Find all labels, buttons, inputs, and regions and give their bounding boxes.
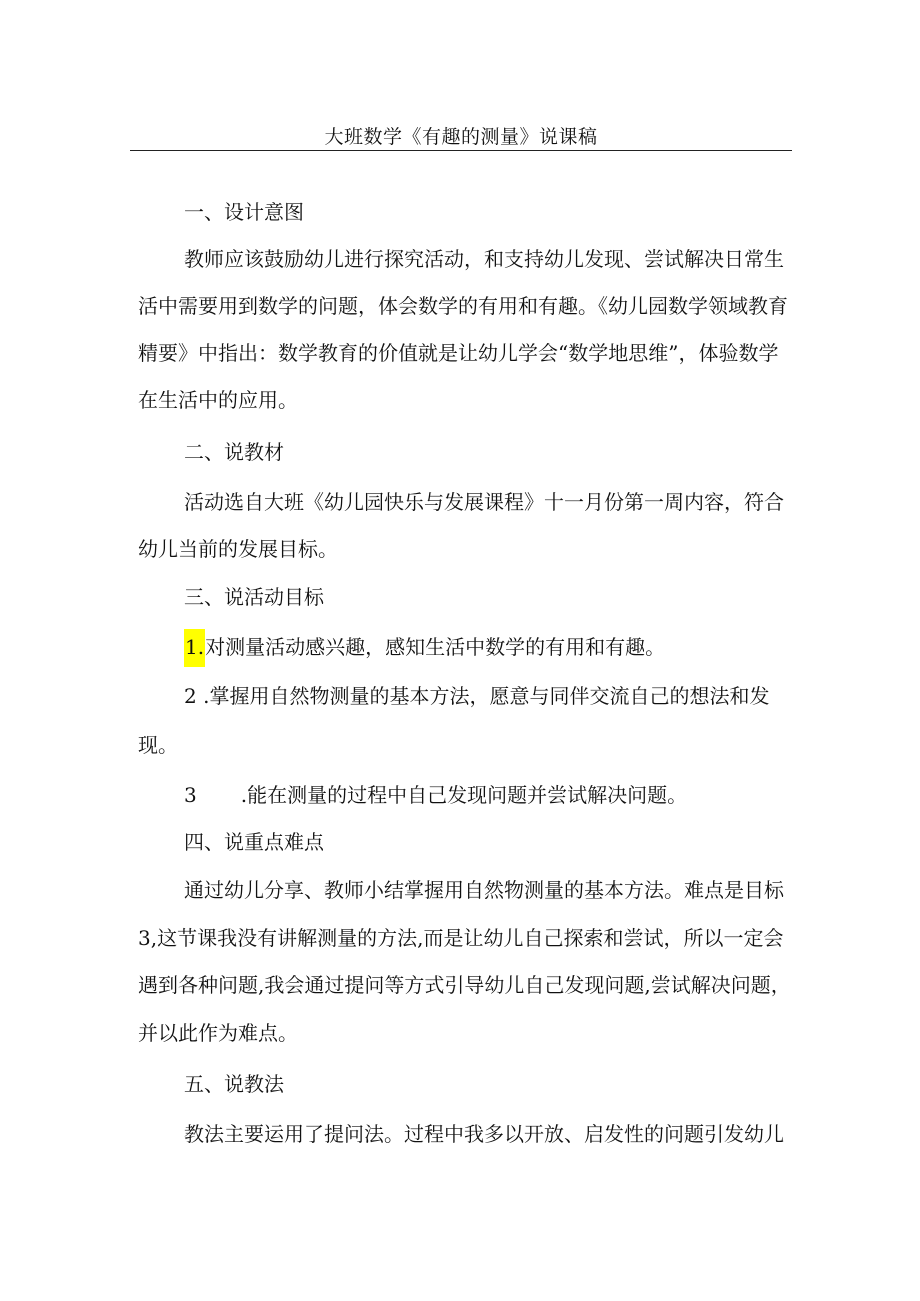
paragraph-line: 现。 (138, 733, 178, 757)
heading-key-difficult-points: 四、说重点难点 (184, 830, 324, 854)
paragraph-line: 活中需要用到数学的问题，体会数学的有用和有趣。《幼儿园数学领域教育 (138, 294, 788, 318)
heading-activity-goals: 三、说活动目标 (184, 585, 324, 609)
goal-item-3-number: 3 (184, 783, 197, 807)
goal-item-3-text: .能在测量的过程中自己发现问题并尝试解决问题。 (240, 783, 688, 807)
paragraph-line: 通过幼儿分享、教师小结掌握用自然物测量的基本方法。难点是目标 (184, 878, 784, 902)
paragraph-line: 精要》中指出：数学教育的价值就是让幼儿学会“数学地思维”，体验数学 (138, 341, 779, 365)
paragraph-line: 教师应该鼓励幼儿进行探究活动，和支持幼儿发现、尝试解决日常生 (184, 247, 784, 271)
page-title: 大班数学《有趣的测量》说课稿 (324, 126, 598, 148)
goal-item-1 (0, 632, 920, 662)
paragraph-line: 遇到各种问题,我会通过提问等方式引导幼儿自己发现问题,尝试解决问题， (138, 973, 791, 997)
goal-item-1-text: 对测量活动感兴趣，感知生活中数学的有用和有趣。 (205, 635, 666, 659)
heading-teaching-material: 二、说教材 (184, 440, 284, 464)
heading-teaching-method: 五、说教法 (184, 1072, 284, 1096)
goal-item-2: 2 .掌握用自然物测量的基本方法，愿意与同伴交流自己的想法和发 (184, 684, 770, 708)
goal-item-3 (0, 780, 920, 810)
paragraph-line: 在生活中的应用。 (138, 388, 298, 412)
title-divider (130, 150, 792, 151)
paragraph-line: 教法主要运用了提问法。过程中我多以开放、启发性的问题引发幼儿 (184, 1122, 784, 1146)
paragraph-line: 3,这节课我没有讲解测量的方法,而是让幼儿自己探索和尝试，所以一定会 (138, 926, 784, 950)
heading-design-intent: 一、设计意图 (184, 200, 304, 224)
paragraph-line: 幼儿当前的发展目标。 (138, 537, 338, 561)
highlighted-number: 1. (184, 629, 205, 667)
paragraph-line: 并以此作为难点。 (138, 1021, 298, 1045)
paragraph-line: 活动选自大班《幼儿园快乐与发展课程》十一月份第一周内容，符合 (184, 490, 784, 514)
